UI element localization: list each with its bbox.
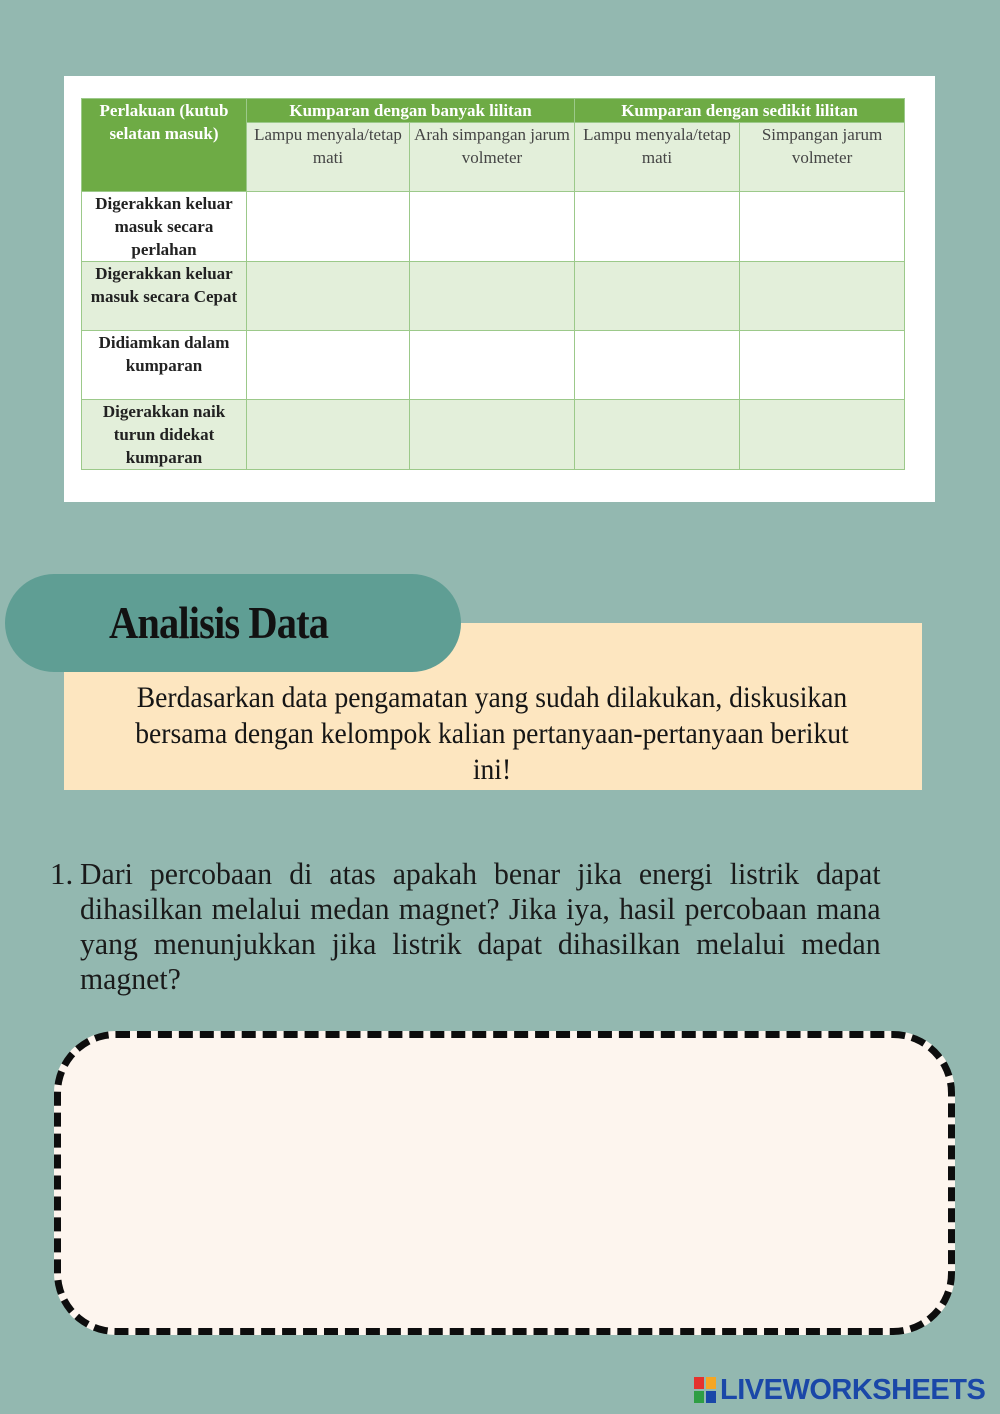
header-group-few-coils: Kumparan dengan sedikit lilitan [575,99,905,123]
table-row [82,400,905,470]
table-cell[interactable] [740,262,905,331]
table-cell[interactable] [575,331,740,400]
brand-name: LIVEWORKSHEETS [720,1373,986,1406]
row-label: Digerakkan keluar masuk secara perlahan [82,192,247,262]
answer-box[interactable] [54,1031,955,1335]
section-title: Analisis Data [109,597,329,648]
section-title-pill [5,574,461,672]
header-group-many-coils: Kumparan dengan banyak lilitan [247,99,575,123]
table-cell[interactable] [247,331,410,400]
table-cell[interactable] [575,400,740,470]
row-label: Digerakkan keluar masuk secara Cepat [82,262,247,331]
observation-table-card [64,76,935,502]
table-cell[interactable] [740,331,905,400]
header-perlakuan: Perlakuan (kutub selatan masuk) [82,99,247,192]
question-text: Dari percobaan di atas apakah benar jika energi listrik dapat dihasilkan melalui medan magnet? Jika iya, hasil percobaan mana yang menunjukkan jika listrik dapat dihasilkan melalui medan magnet? [80,856,881,996]
table-cell[interactable] [410,331,575,400]
intro-text: Berdasarkan data pengamatan yang sudah dilakukan, diskusikan bersama dengan kelompok kalian pertanyaan-pertanyaan berikut ini! [135,681,849,786]
question-number: 1. [50,856,74,891]
row-label: Digerakkan naik turun didekat kumparan [82,400,247,470]
row-label: Didiamkan dalam kumparan [82,331,247,400]
table-row [82,331,905,400]
subheader-needle-direction-many: Arah simpangan jarum volmeter [410,123,575,192]
question-1 [50,856,914,996]
table-cell[interactable] [247,192,410,262]
table-row [82,192,905,262]
liveworksheets-logo-icon [694,1377,716,1403]
subheader-lamp-many: Lampu menyala/tetap mati [247,123,410,192]
table-cell[interactable] [740,400,905,470]
table-cell[interactable] [575,192,740,262]
table-cell[interactable] [247,400,410,470]
brand [694,1372,985,1408]
table-cell[interactable] [410,262,575,331]
subheader-needle-deflection-few: Simpangan jarum volmeter [740,123,905,192]
table-cell[interactable] [410,192,575,262]
table-cell[interactable] [575,262,740,331]
table-row [82,262,905,331]
table-cell[interactable] [740,192,905,262]
table-cell[interactable] [247,262,410,331]
subheader-lamp-few: Lampu menyala/tetap mati [575,123,740,192]
table-cell[interactable] [410,400,575,470]
observation-table [81,98,905,470]
